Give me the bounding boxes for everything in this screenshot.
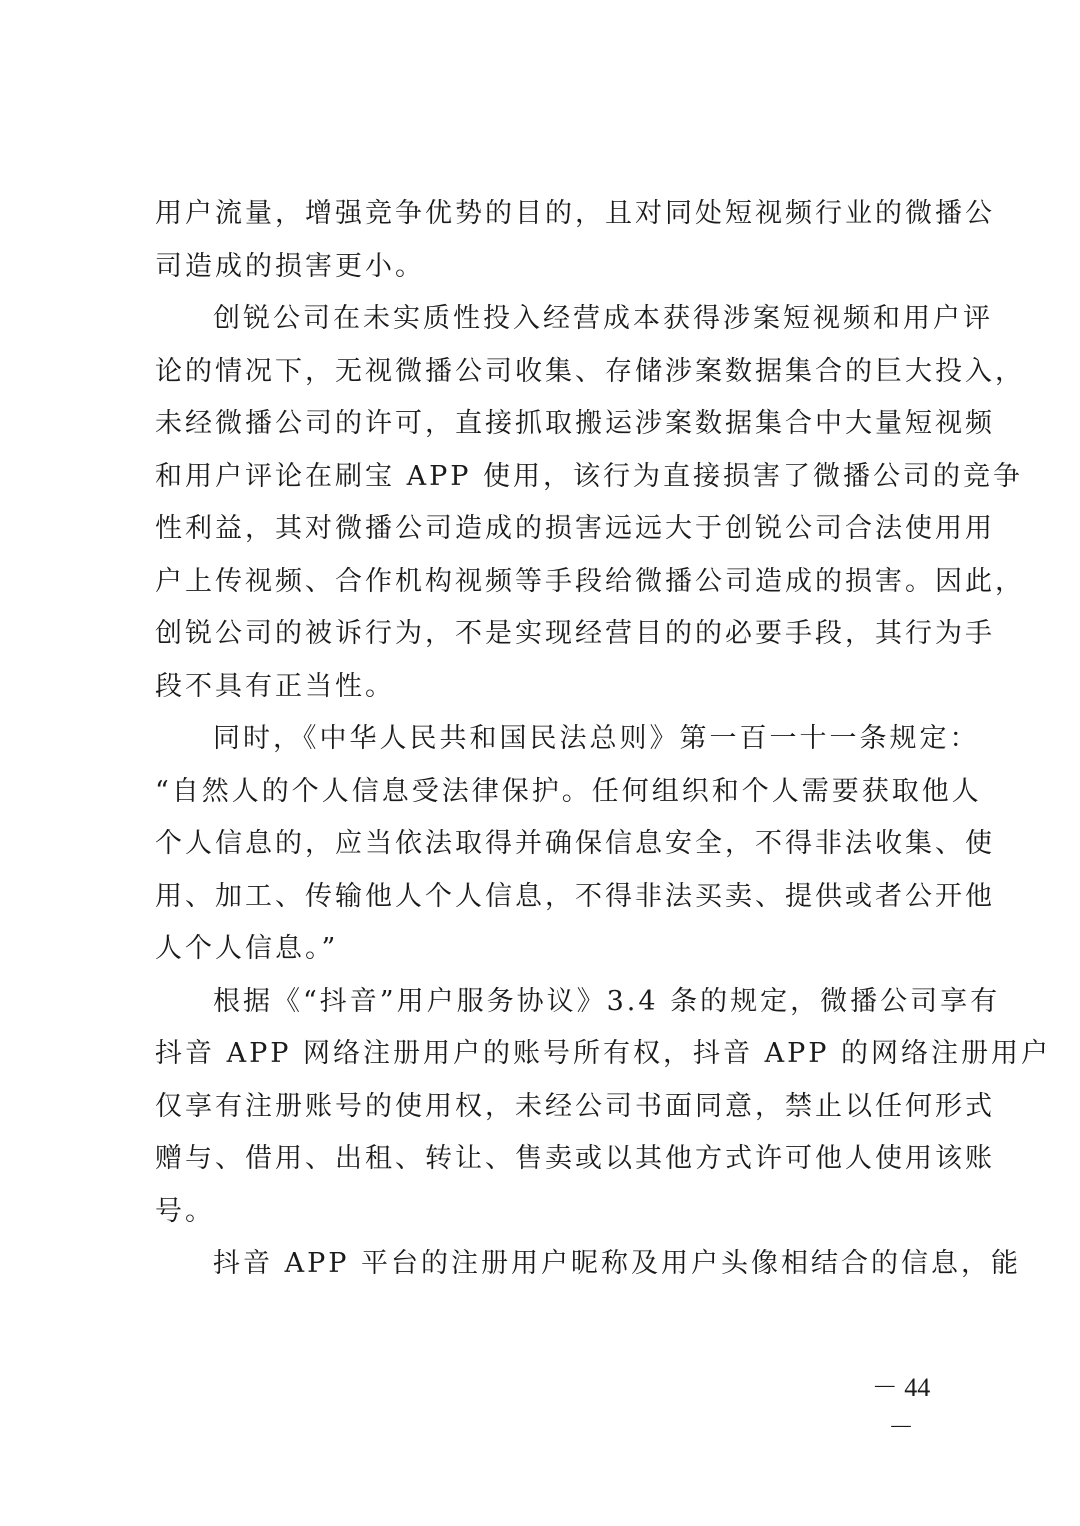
paragraph: [155, 293, 1025, 713]
text-line: 个人信息的，应当依法取得并确保信息安全，不得非法收集、使: [155, 828, 995, 859]
text-line: 赠与、借用、出租、转让、售卖或以其他方式许可他人使用该账: [155, 1143, 995, 1174]
page-number: － 44 －: [871, 1373, 931, 1442]
text-line: 人个人信息。”: [155, 933, 339, 964]
text-line: 仅享有注册账号的使用权，未经公司书面同意，禁止以任何形式: [155, 1090, 995, 1122]
text-line: 根据《“抖音”用户服务协议》3.4 条的规定，微播公司享有: [213, 985, 1001, 1017]
text-line: 抖音 APP 网络注册用户的账号所有权，抖音 APP 的网络注册用户: [155, 1038, 1051, 1069]
text-line: 户上传视频、合作机构视频等手段给微播公司造成的损害。因此，: [155, 565, 1025, 597]
paragraph: [155, 1238, 1021, 1291]
text-line: 段不具有正当性。: [155, 670, 395, 702]
text-line: 同时，《中华人民共和国民法总则》第一百一十一条规定：: [213, 723, 980, 754]
text-line: 抖音 APP 平台的注册用户昵称及用户头像相结合的信息，能: [213, 1248, 1021, 1279]
paragraph: [155, 188, 995, 293]
text-line: 性利益，其对微播公司造成的损害远远大于创锐公司合法使用用: [155, 513, 995, 544]
text-line: 未经微播公司的许可，直接抓取搬运涉案数据集合中大量短视频: [155, 408, 995, 439]
text-line: “自然人的个人信息受法律保护。任何组织和个人需要获取他人: [155, 775, 982, 807]
text-line: 创锐公司的被诉行为，不是实现经营目的的必要手段，其行为手: [155, 618, 995, 649]
paragraph: [155, 713, 995, 976]
text-line: 司造成的损害更小。: [155, 250, 425, 282]
paragraph: [155, 976, 1051, 1239]
document-body: [155, 188, 1051, 1291]
text-line: 用户流量，增强竞争优势的目的，且对同处短视频行业的微播公: [155, 198, 995, 229]
text-line: 创锐公司在未实质性投入经营成本获得涉案短视频和用户评: [213, 303, 993, 334]
text-line: 用、加工、传输他人个人信息，不得非法买卖、提供或者公开他: [155, 880, 995, 912]
text-line: 和用户评论在刷宝 APP 使用，该行为直接损害了微播公司的竞争: [155, 460, 1023, 492]
text-line: 论的情况下，无视微播公司收集、存储涉案数据集合的巨大投入，: [155, 355, 1025, 387]
text-line: 号。: [155, 1195, 215, 1227]
